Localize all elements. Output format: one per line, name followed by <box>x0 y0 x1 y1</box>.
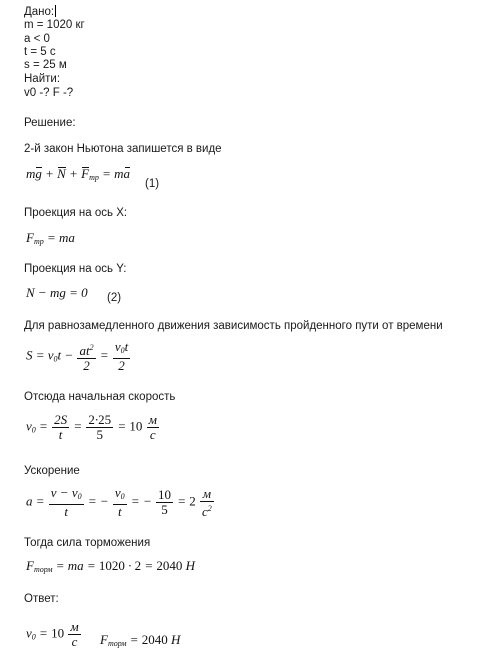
v0-calc-time: 5 <box>96 427 103 442</box>
given-title: Дано: <box>24 6 55 18</box>
v0-calc-two: 2 <box>88 412 95 427</box>
answer-force: $F_{торм} = 2040$ H <box>100 632 181 648</box>
answer-force-value: 2040 <box>141 632 168 647</box>
v0-calc-distance: 25 <box>98 412 112 427</box>
given-time: t = 5 с <box>24 46 56 58</box>
accel-calc-time: 5 <box>161 502 168 517</box>
acceleration-text: Ускорение <box>24 465 80 477</box>
force-calc-acceleration: 2 <box>134 558 142 573</box>
newton-law-text: 2-й закон Ньютона запишется в виде <box>24 143 222 155</box>
projection-x-text: Проекция на ось X: <box>24 207 128 219</box>
answer-velocity: $v_0 = 10$ $\frac{м}{с}$ <box>26 619 79 649</box>
find-values: v0 -? F -? <box>24 87 74 99</box>
answer-title: Ответ: <box>24 593 59 605</box>
equation-newton: mg + $N + F_{тр}$ = ma <box>26 166 131 182</box>
v0-result: 10 <box>129 418 143 434</box>
find-title: Найти: <box>24 73 61 85</box>
answer-v0-value: 10 <box>51 625 65 641</box>
accel-calc-v0: 10 <box>157 487 171 502</box>
equation-braking-force: $F_{торм}$ = ma = 1020 · 2 = 2040 H <box>26 558 196 574</box>
equation-2-label: (2) <box>107 292 122 304</box>
acceleration-result: 2 <box>189 493 196 509</box>
solution-title: Решение: <box>24 117 76 129</box>
equation-distance: $S = v_0t$ − $\frac{at^2}{2}$ = $\frac{v_0t}{2}$ <box>26 339 129 373</box>
given-distance: s = 25 м <box>24 59 67 71</box>
path-dependency-text: Для равнозамедленного движения зависимость пройденного пути от времени <box>24 320 443 332</box>
equation-initial-velocity: $v_0$ = $\frac{2S}{t}$ = $\frac{2\cdot 25}{5}$ = 10 $\frac{м}{с}$ <box>26 412 157 442</box>
braking-force-text: Тогда сила торможения <box>24 537 151 549</box>
initial-velocity-text: Отсюда начальная скорость <box>24 391 176 403</box>
text-cursor <box>55 5 56 17</box>
force-result: 2040 <box>156 558 183 573</box>
equation-acceleration: a = $\frac{v - v_0}{t}$ = − $\frac{v_0}{t}$ = − $\frac{10}{5}$ = 2 $\frac{м}{с^2}$ <box>26 485 212 519</box>
force-calc-mass: 1020 <box>98 558 125 573</box>
given-acceleration: a < 0 <box>24 33 50 45</box>
given-mass: m = 1020 кг <box>24 19 85 31</box>
equation-projection-x: $F_{тр}$ = ma <box>26 230 75 246</box>
equation-projection-y: N − mg = 0 <box>26 285 88 300</box>
equation-1-label: (1) <box>145 178 160 190</box>
projection-y-text: Проекция на ось Y: <box>24 263 127 275</box>
